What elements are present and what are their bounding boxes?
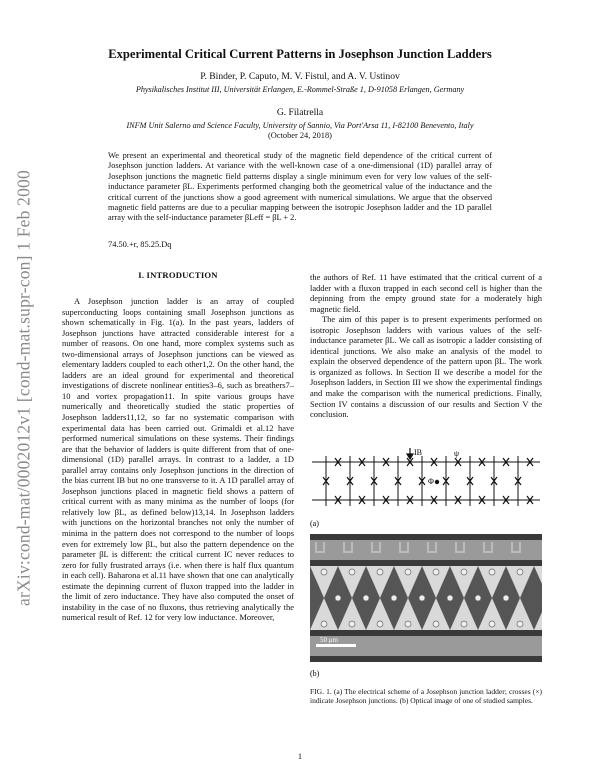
bias-current-label: IB [414, 448, 422, 457]
arxiv-sidebar [10, 118, 38, 658]
phase-label: ψ [454, 449, 460, 458]
figure-1-graphic [310, 448, 542, 684]
flux-label: Φ [428, 477, 434, 486]
abstract: We present an experimental and theoretical study of the magnetic field dependence of the critical current of Josephson junction ladders. At variance with the well-known case of a one-dimensional (1D) parallel array of Josephson junctions the magnetic field patterns display a single minimum even for very low values of the self-inductance parameter βL. Experiments performed changing both the geometrical value of the inductance and the critical current of the junctions show a good agreement with numerical simulations. We argue that the observed magnetic field patterns are due to a peculiar mapping between the isotropic Josephson ladder and the 1D parallel array with the self-inductance parameter βLeff = βL + 2. [108, 151, 492, 223]
date: (October 24, 2018) [268, 131, 332, 140]
pacs-codes: 74.50.+r, 85.25.Dq [108, 240, 172, 249]
ladder-schematic [312, 456, 540, 506]
authors-primary: P. Binder, P. Caputo, M. V. Fistul, and A. V. Ustinov [200, 71, 400, 82]
affiliation-secondary: INFM Unit Salerno and Science Faculty, University of Sannio, Via Port'Arsa 11, I-82100 Benevento, Italy [126, 121, 474, 130]
authors-secondary: G. Filatrella [276, 107, 324, 118]
paragraph: A Josephson junction ladder is an array of coupled superconducting loops containing small Josephson junctions as shown schematically in Fig. 1(a). In the past years, ladders of Josephson junctions have attracted considerable interest for a number of reasons. On one hand, more complex systems such as two-dimensional arrays of Josephson junctions can be viewed as elementary ladders coupled to each other1,2. On the other hand, the ladders are an ideal ground for experimental and theoretical investigations of discrete nonlinear entities3–6, such as breathers7–10 and vortex propagation11. In spite various groups have numerically and theoretically studied the static properties of Josephson ladders11,12, so far no systematic comparison with experimental data has been carried out. Grimaldi et al.12 have performed numerical simulations on these systems. Their findings are that the behavior of ladders is quite different from that of one-dimensional (1D) parallel arrays. In contrast to a ladder, a 1D parallel array contains only Josephson junctions in the direction of the bias current IB but no one transverse to it. A 1D parallel array of Josephson junctions placed in magnetic field shows a pattern of critical current with as many minima as the number of loops (for relatively low βL, as defined below)13,14. In Josephson ladders with junctions on the horizontal branches not only the number of minima in the pattern does not correspond to the number of loops even for extremely low βL, but also the pattern dependence on the parameter βL is different: the critical current IC never reduces to zero for fully frustrated arrays (i.e. when there is half flux quantum in each cell). Baharona et al.11 have shown that one can analytically estimate the depinning current of fluxon trapped into the ladder in the limit of zero inductance. They have also computed the onset of instability in the case of no fluxons, thus retrieving analytically the numerical result of Ref. 12 for very low inductance. Moreover, [62, 296, 294, 623]
panel-b-label: (b) [310, 669, 320, 678]
arxiv-identifier: arXiv:cond-mat/0002012v1 [cond-mat.supr-con] 1 Feb 2000 [13, 170, 34, 606]
bias-arrow [407, 448, 413, 459]
paragraph: the authors of Ref. 11 have estimated that the critical current of a ladder with a fluxon trapped in each second cell is higher than the depinning from the empty ground state for a moderately high magnetic field. [310, 272, 542, 314]
sample-photo [310, 534, 542, 662]
affiliation-primary: Physikalisches Institut III, Universität Erlangen, E.-Rommel-Straße 1, D-91058 Erlangen, Germany [135, 85, 465, 94]
section-heading: I. INTRODUCTION [138, 270, 218, 280]
figure-1 [310, 448, 542, 689]
left-column [62, 296, 294, 623]
panel-a-label: (a) [310, 519, 319, 528]
page-number: 1 [297, 752, 303, 761]
figure-caption: FIG. 1. (a) The electrical scheme of a Josephson junction ladder; crosses (×) indicate Josephson junctions. (b) Optical image of one of studied samples. [310, 687, 542, 706]
scale-bar-label: 50 μm [320, 636, 338, 644]
flux-dot-icon [435, 480, 439, 484]
right-column [310, 272, 542, 420]
paper-title: Experimental Critical Current Patterns in Josephson Junction Ladders [108, 47, 492, 61]
paragraph: The aim of this paper is to present experiments performed on isotropic Josephson ladders with various values of the self-inductance parameter βL. We call as isotropic a ladder consisting of identical junctions. We also make an analysis of the model to explain the observed dependence of the pattern upon βL. The work is organized as follows. In Section II we describe a model for the Josephson ladders, in Section III we show the experimental findings and make the comparison with the numerical predictions. Finally, Section IV contains a discussion of our results and Section V the conclusion. [310, 314, 542, 420]
